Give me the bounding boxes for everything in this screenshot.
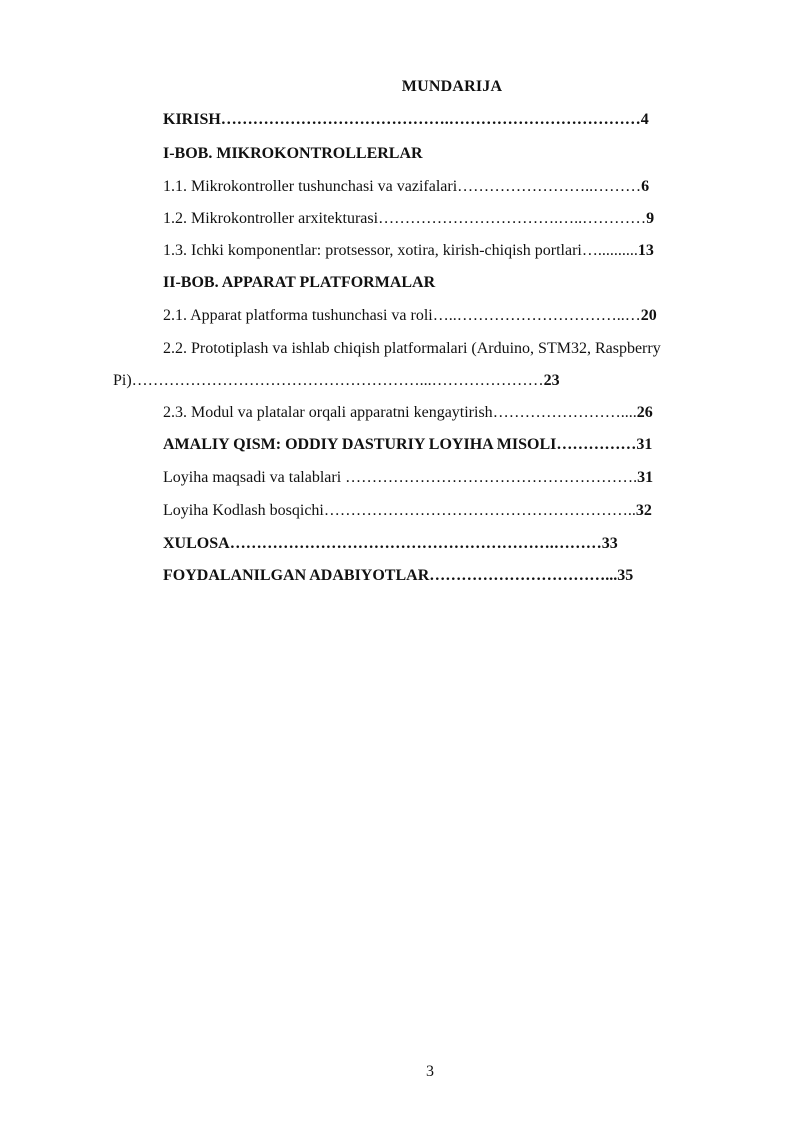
toc-entry-amaliy-qism xyxy=(163,435,652,455)
toc-entry-text: Pi) xyxy=(113,372,132,389)
toc-leader: …………………………….…..………… xyxy=(378,210,647,227)
toc-entry-2-2-line2 xyxy=(113,371,560,391)
toc-chapter-2: II-BOB. APPARAT PLATFORMALAR xyxy=(163,274,436,291)
toc-leader: ….......... xyxy=(581,242,638,259)
toc-leader: …………………………………………………….……… xyxy=(229,535,602,552)
toc-entry-text: 1.3. Ichki komponentlar: protsessor, xotira, kirish-chiqish portlari xyxy=(163,242,582,259)
toc-page-number: 23 xyxy=(543,372,560,389)
toc-page-number: 20 xyxy=(640,307,657,324)
toc-entry-1-2 xyxy=(163,209,654,229)
toc-leader: …………………………………….……………………………… xyxy=(220,111,641,128)
toc-entry-2-1 xyxy=(163,306,657,326)
toc-entry-xulosa xyxy=(163,534,618,554)
toc-page-number: 13 xyxy=(637,242,654,259)
toc-leader: ………………………………………………...………………… xyxy=(131,372,544,389)
toc-entry-1-1 xyxy=(163,177,649,197)
toc-leader: …..…………………………..… xyxy=(432,307,641,324)
toc-entry-text: KIRISH xyxy=(163,111,221,128)
toc-entry-2-2-line1: 2.2. Prototiplash va ishlab chiqish platformalari (Arduino, STM32, Raspberry xyxy=(163,340,661,357)
toc-page-number: 6 xyxy=(641,178,650,195)
toc-chapter-1: I-BOB. MIKROKONTROLLERLAR xyxy=(163,145,423,162)
toc-entry-text: FOYDALANILGAN ADABIYOTLAR xyxy=(163,567,430,584)
toc-entry-text: AMALIY QISM: ODDIY DASTURIY LOYIHA MISOLI xyxy=(163,436,557,453)
toc-page-number: 32 xyxy=(635,502,652,519)
toc-page-number: 33 xyxy=(601,535,618,552)
toc-entry-text: Loyiha Kodlash bosqichi xyxy=(163,502,324,519)
toc-leader: …………… xyxy=(556,436,637,453)
toc-page-number: 9 xyxy=(646,210,655,227)
toc-leader: ………………………………………………….. xyxy=(323,502,636,519)
toc-entry-text: 1.1. Mikrokontroller tushunchasi va vazifalari xyxy=(163,178,458,195)
toc-entry-text: 2.1. Apparat platforma tushunchasi va roli xyxy=(163,307,433,324)
toc-entry-loyiha-kodlash xyxy=(163,501,652,521)
toc-page-number: 31 xyxy=(637,469,654,486)
toc-entry-text: XULOSA xyxy=(163,535,230,552)
toc-page-number: 35 xyxy=(617,567,634,584)
page-number: 3 xyxy=(426,1063,434,1080)
toc-entry-text: 1.2. Mikrokontroller arxitekturasi xyxy=(163,210,379,227)
toc-entry-text: 2.3. Modul va platalar orqali apparatni kengaytirish xyxy=(163,404,493,421)
toc-leader: …………………….... xyxy=(492,404,637,421)
toc-entry-2-3 xyxy=(163,403,653,423)
toc-page-number: 26 xyxy=(636,404,653,421)
toc-page-number: 31 xyxy=(636,436,653,453)
toc-page-number: 4 xyxy=(640,111,649,128)
toc-entry-text: Loyiha maqsadi va talablari xyxy=(163,469,342,486)
toc-heading: MUNDARIJA xyxy=(401,78,503,95)
toc-leader: ………………………………………………. xyxy=(341,469,638,486)
toc-entry-loyiha-maqsadi xyxy=(163,468,653,488)
toc-entry-kirish xyxy=(163,110,649,130)
toc-leader: ……………………..……… xyxy=(457,178,642,195)
toc-entry-1-3 xyxy=(163,241,654,261)
toc-entry-adabiyotlar xyxy=(163,566,633,586)
toc-leader: ……………………………... xyxy=(429,567,618,584)
